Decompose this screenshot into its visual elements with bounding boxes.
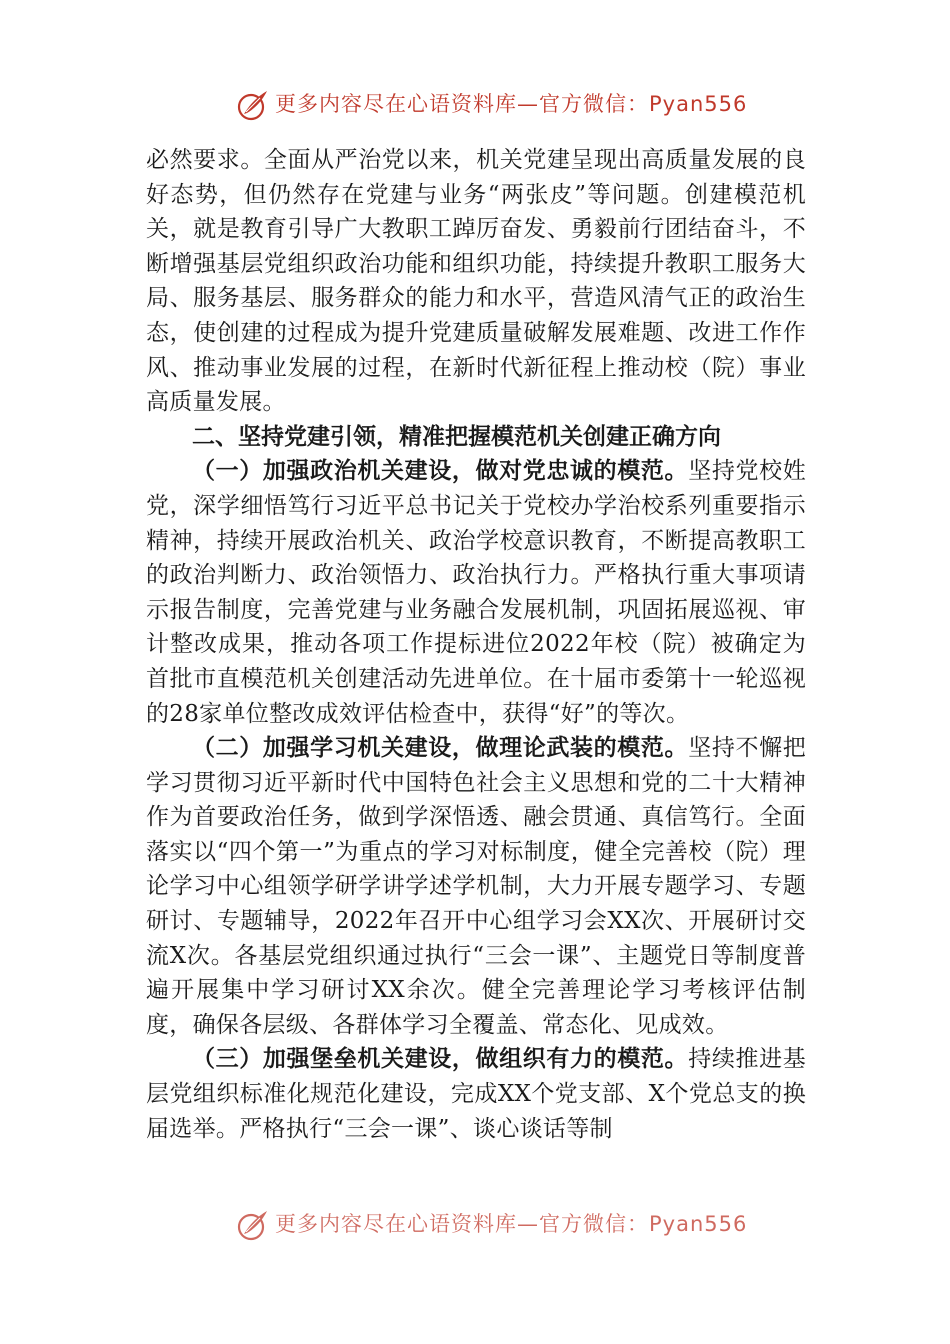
feather-pen-logo-icon: [236, 1208, 270, 1242]
paragraph-political-organ: [146, 454, 806, 731]
paragraph-fortress-organ: [146, 1042, 806, 1146]
paragraph-learning-organ-text: 坚持不懈把学习贯彻习近平新时代中国特色社会主义思想和党的二十大精神作为首要政治任务，做到学深悟透、融会贯通、真信笃行。全面落实以“四个第一”为重点的学习对标制度，健全完善校（院）理论学习中心组领学研学讲学述学机制，大力开展专题学习、专题研讨、专题辅导，2022年召开中心组学习会XX次、开展研讨交流X次。各基层党组织通过执行“三会一课”、主题党日等制度普遍开展集中学习研讨XX余次。健全完善理论学习考核评估制度，确保各层级、各群体学习全覆盖、常态化、见成效。: [146, 735, 806, 1038]
paragraph-political-organ-text: 坚持党校姓党，深学细悟笃行习近平总书记关于党校办学治校系列重要指示精神，持续开展政治机关、政治学校意识教育，不断提高教职工的政治判断力、政治领悟力、政治执行力。严格执行重大事项请示报告制度，完善党建与业务融合发展机制，巩固拓展巡视、审计整改成果，推动各项工作提标进位2022年校（院）被确定为首批市直模范机关创建活动先进单位。在十届市委第十一轮巡视的28家单位整改成效评估检查中，获得“好”的等次。: [146, 458, 806, 727]
feather-pen-logo-icon: [236, 88, 270, 122]
paragraph-political-organ-lead: （一）加强政治机关建设，做对党忠诚的模范。: [192, 457, 689, 485]
watermark-header: [0, 86, 950, 122]
watermark-footer: [0, 1206, 950, 1242]
watermark-text: 更多内容尽在心语资料库—官方微信：Pyan556: [275, 1212, 748, 1236]
paragraph-learning-organ-lead: （二）加强学习机关建设，做理论武装的模范。: [192, 734, 689, 762]
document-body: [146, 143, 806, 1146]
section-heading-2: 二、坚持党建引领，精准把握模范机关创建正确方向: [192, 423, 721, 450]
paragraph-fortress-organ-lead: （三）加强堡垒机关建设，做组织有力的模范。: [192, 1045, 689, 1073]
watermark-text: 更多内容尽在心语资料库—官方微信：Pyan556: [275, 92, 748, 116]
paragraph-fortress-organ-text: 持续推进基层党组织标准化规范化建设，完成XX个党支部、X个党总支的换届选举。严格执行“三会一课”、谈心谈话等制: [146, 1046, 806, 1142]
paragraph-1: [146, 143, 806, 420]
paragraph-1-text: 必然要求。全面从严治党以来，机关党建呈现出高质量发展的良好态势，但仍然存在党建与业务“两张皮”等问题。创建模范机关，就是教育引导广大教职工踔厉奋发、勇毅前行团结奋斗，不断增强基层党组织政治功能和组织功能，持续提升教职工服务大局、服务基层、服务群众的能力和水平，营造风清气正的政治生态，使创建的过程成为提升党建质量破解发展难题、改进工作作风、推动事业发展的过程，在新时代新征程上推动校（院）事业高质量发展。: [146, 147, 806, 416]
paragraph-learning-organ: [146, 731, 806, 1042]
